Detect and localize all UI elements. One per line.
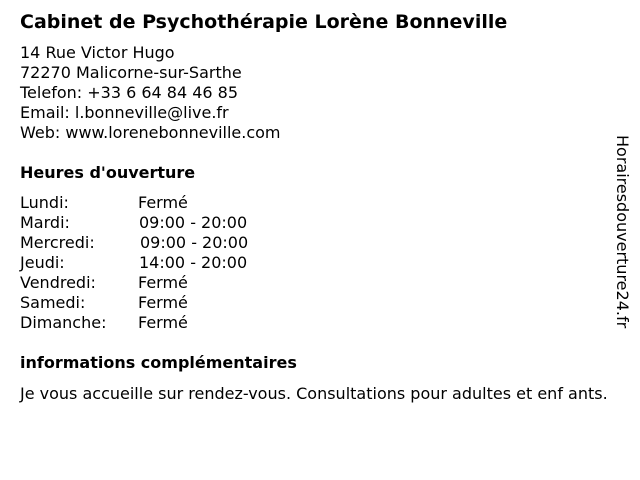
website: Web: www.lorenebonneville.com (20, 123, 281, 142)
day-hours: Fermé (138, 193, 188, 212)
site-watermark: Horairesdouverture24.fr (613, 135, 632, 329)
day-label: Vendredi: (20, 273, 96, 292)
info-description: Je vous accueille sur rendez-vous. Consultations pour adultes et enf ants. (20, 384, 608, 403)
contact-block (20, 43, 281, 143)
email-address: Email: l.bonneville@live.fr (20, 103, 229, 122)
day-hours: Fermé (138, 293, 188, 312)
street-address: 14 Rue Victor Hugo (20, 43, 175, 62)
day-label: Lundi: (20, 193, 69, 212)
day-label: Samedi: (20, 293, 86, 312)
day-label: Dimanche: (20, 313, 107, 332)
city-address: 72270 Malicorne-sur-Sarthe (20, 63, 242, 82)
day-hours: 09:00 - 20:00 (140, 233, 249, 252)
hours-heading: Heures d'ouverture (20, 163, 196, 182)
day-hours: Fermé (138, 273, 188, 292)
day-hours: 14:00 - 20:00 (139, 253, 248, 272)
day-hours: 09:00 - 20:00 (139, 213, 248, 232)
business-name: Cabinet de Psychothérapie Lorène Bonneville (20, 11, 508, 33)
phone-number: Telefon: +33 6 64 84 46 85 (20, 83, 239, 102)
day-label: Mercredi: (20, 233, 95, 252)
day-label: Jeudi: (20, 253, 65, 272)
day-hours: Fermé (138, 313, 188, 332)
day-label: Mardi: (20, 213, 70, 232)
info-heading: informations complémentaires (20, 353, 297, 372)
